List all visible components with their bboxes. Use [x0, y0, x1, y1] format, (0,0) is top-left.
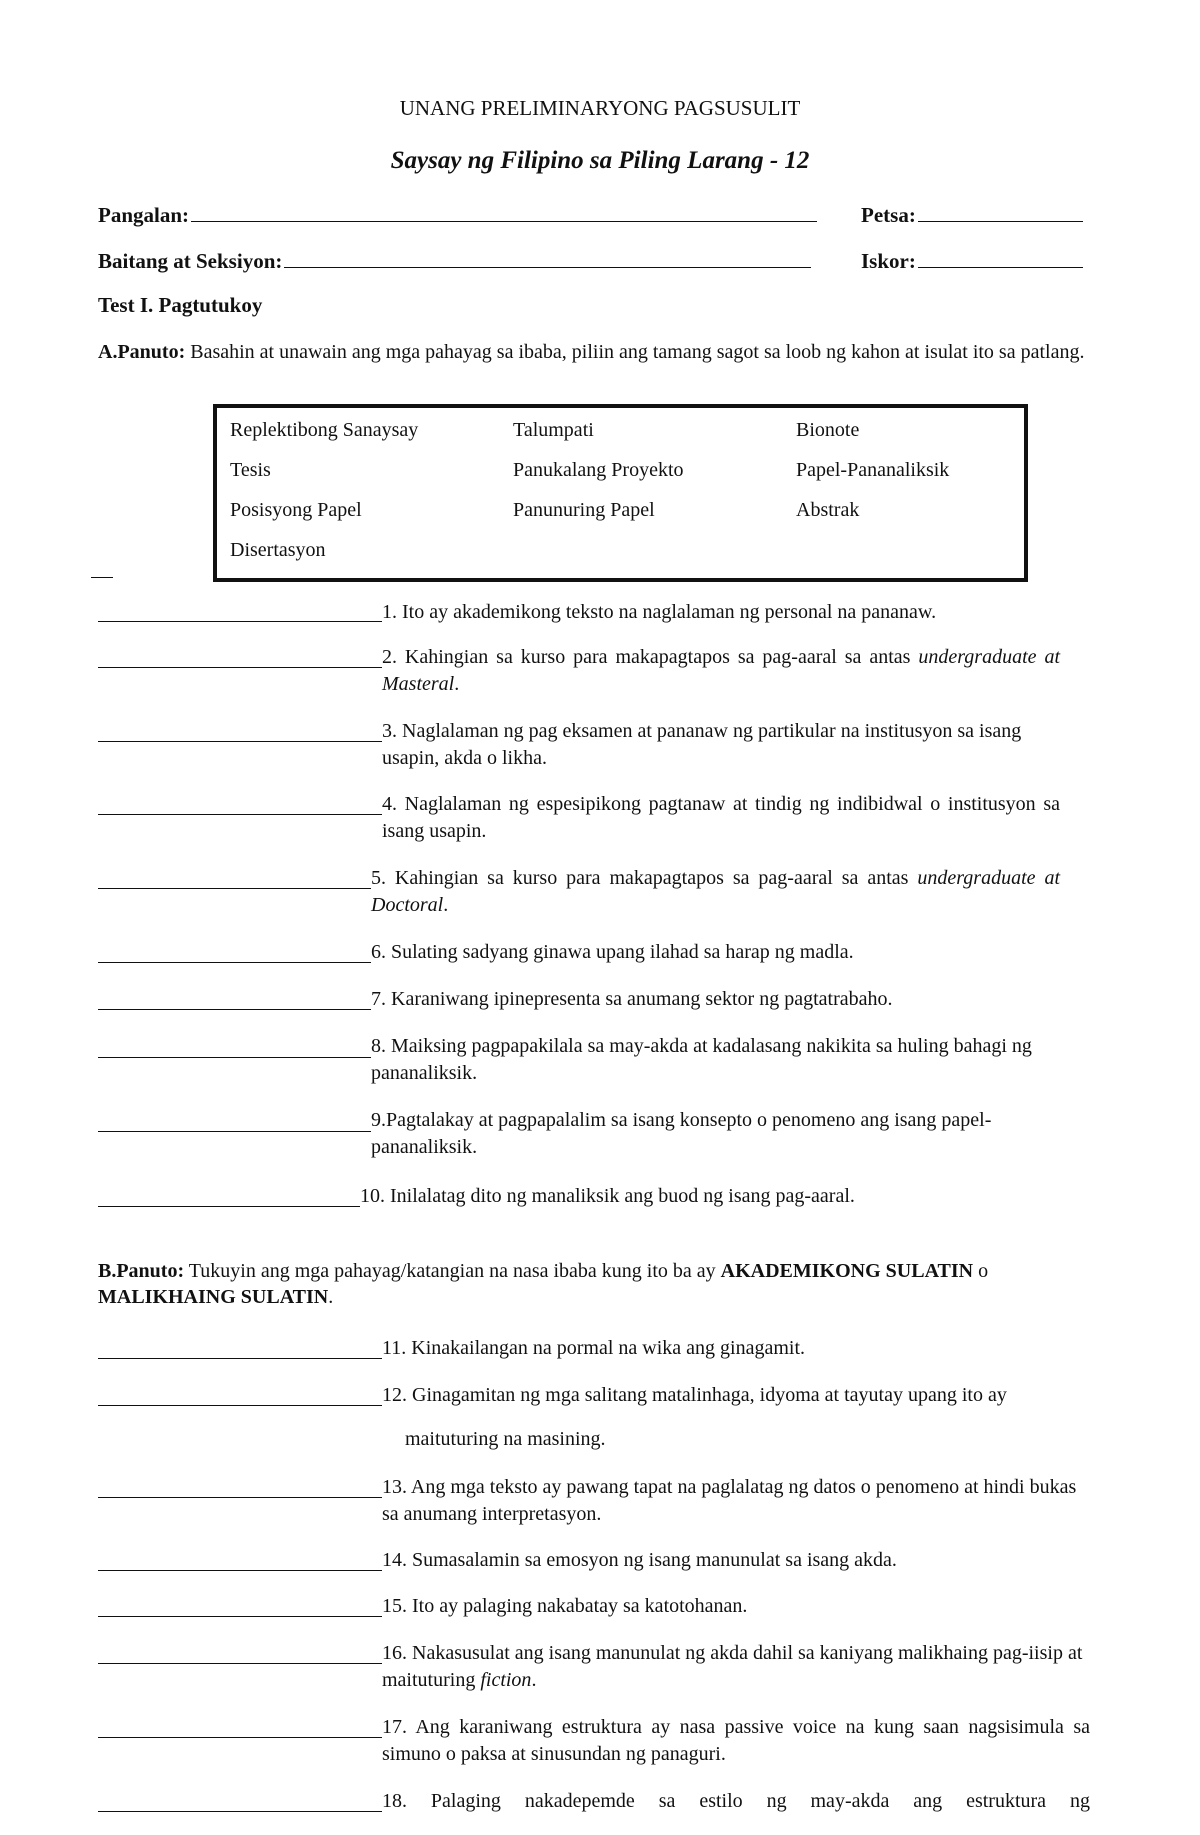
answer-blank[interactable]	[98, 1057, 371, 1058]
answer-blank[interactable]	[98, 1009, 371, 1010]
question-text: Kahingian sa kurso para makapagtapos sa pag-aaral sa antas	[397, 646, 919, 668]
choices-box	[213, 404, 1028, 582]
question-text: Naglalaman ng pag eksamen at pananaw ng partikular na institusyon sa isang usapin, akda o likha.	[382, 720, 1022, 769]
question-text: Ito ay palaging nakabatay sa katotohanan.	[407, 1595, 748, 1617]
question-4	[382, 791, 1060, 845]
question-italic: undergraduate at Masteral	[382, 646, 1060, 695]
question-text: Ang karaniwang estruktura ay nasa passive voice na kung saan nagsisimula sa simuno o paksa at sinusundan ng panaguri.	[382, 1716, 1090, 1765]
question-text: Nakasusulat ang isang manunulat ng akda dahil sa kaniyang malikhaing pag-iisip at maituturing	[382, 1642, 1083, 1691]
question-punct: .	[443, 894, 449, 916]
instruction-b-mid: o	[973, 1260, 989, 1282]
instruction-b-label: B.Panuto:	[98, 1260, 185, 1282]
question-italic: undergraduate at Doctoral	[371, 867, 1060, 916]
question-number: 3.	[382, 720, 397, 742]
answer-blank[interactable]	[98, 1811, 382, 1812]
choice-item: Panunuring Papel	[513, 499, 655, 521]
question-10	[360, 1183, 1060, 1210]
question-number: 7.	[371, 988, 386, 1010]
question-18	[382, 1788, 1090, 1815]
question-text: Kinakailangan na pormal na wika ang ginagamit.	[406, 1337, 806, 1359]
question-number: 10.	[360, 1185, 385, 1207]
section-blank[interactable]	[284, 249, 811, 268]
question-12-cont: maituturing na masining.	[405, 1428, 606, 1450]
question-1	[382, 599, 1062, 626]
question-11	[382, 1335, 1102, 1362]
score-blank[interactable]	[918, 249, 1083, 268]
answer-blank[interactable]	[98, 1737, 382, 1738]
choice-item: Posisyong Papel	[230, 499, 362, 521]
question-number: 14.	[382, 1549, 407, 1571]
exam-subtitle: Saysay ng Filipino sa Piling Larang - 12	[390, 147, 810, 174]
score-field	[861, 249, 1083, 272]
instruction-a	[98, 339, 1093, 365]
question-5	[371, 865, 1060, 919]
question-text: Pagtalakay at pagpapalalim sa isang konsepto o penomeno ang isang papel-pananaliksik.	[371, 1109, 992, 1158]
instruction-a-label: A.Panuto:	[98, 341, 186, 363]
question-text: Sulating sadyang ginawa upang ilahad sa harap ng madla.	[386, 941, 854, 963]
answer-blank[interactable]	[98, 1131, 371, 1132]
question-text: Naglalaman ng espesipikong pagtanaw at tindig ng indibidwal o institusyon sa isang usapin.	[382, 793, 1060, 842]
choice-item: Tesis	[230, 459, 271, 481]
option-malikhain: MALIKHAING SULATIN	[98, 1286, 329, 1308]
question-number: 1.	[382, 601, 397, 623]
question-number: 17.	[382, 1716, 407, 1738]
instruction-b-text: Tukuyin ang mga pahayag/katangian na nasa ibaba kung ito ba ay	[184, 1260, 721, 1282]
question-9	[371, 1107, 1063, 1161]
answer-blank[interactable]	[98, 1405, 382, 1406]
question-text: Ginagamitan ng mga salitang matalinhaga, idyoma at tayutay upang ito ay	[407, 1384, 1007, 1406]
answer-blank[interactable]	[98, 1616, 382, 1617]
choice-item: Abstrak	[796, 499, 860, 521]
question-number: 9.	[371, 1109, 386, 1131]
question-text: Ang mga teksto ay pawang tapat na paglalatag ng datos o penomeno at hindi bukas sa anumang interpretasyon.	[382, 1476, 1077, 1525]
question-number: 13.	[382, 1476, 407, 1498]
answer-blank[interactable]	[98, 1570, 382, 1571]
answer-blank[interactable]	[98, 621, 382, 622]
answer-blank[interactable]	[98, 667, 382, 668]
choice-item: Replektibong Sanaysay	[230, 419, 419, 441]
date-field	[861, 203, 1083, 226]
exam-title: UNANG PRELIMINARYONG PAGSUSULIT	[399, 96, 801, 120]
answer-blank[interactable]	[98, 1497, 382, 1498]
question-number: 11.	[382, 1337, 407, 1359]
question-17	[382, 1714, 1090, 1768]
instruction-b-end: .	[328, 1286, 334, 1308]
question-2	[382, 644, 1060, 698]
answer-blank[interactable]	[98, 1206, 360, 1207]
section-field	[98, 249, 811, 272]
question-number: 18.	[382, 1790, 407, 1812]
question-number: 8.	[371, 1035, 386, 1057]
question-text: Sumasalamin sa emosyon ng isang manunulat sa isang akda.	[407, 1549, 897, 1571]
choice-item: Panukalang Proyekto	[513, 459, 684, 481]
score-label: Iskor:	[861, 249, 916, 273]
question-number: 12.	[382, 1384, 407, 1406]
question-text: Ito ay akademikong teksto na naglalaman ng personal na pananaw.	[397, 601, 937, 623]
question-13	[382, 1474, 1090, 1528]
question-number: 16.	[382, 1642, 407, 1664]
choice-item: Disertasyon	[230, 539, 326, 561]
question-number: 2.	[382, 646, 397, 668]
question-7	[371, 986, 1061, 1013]
question-text: Karaniwang ipinepresenta sa anumang sektor ng pagtatrabaho.	[386, 988, 893, 1010]
question-text: Kahingian sa kurso para makapagtapos sa pag-aaral sa antas	[386, 867, 918, 889]
question-14	[382, 1547, 1090, 1574]
question-12	[382, 1382, 1122, 1409]
question-15	[382, 1593, 1090, 1620]
section-label: Baitang at Seksiyon:	[98, 249, 283, 273]
question-punct: .	[454, 673, 460, 695]
name-label: Pangalan:	[98, 203, 190, 227]
question-16	[382, 1640, 1090, 1694]
question-number: 4.	[382, 793, 397, 815]
stray-line	[91, 577, 113, 578]
date-label: Petsa:	[861, 203, 916, 227]
question-text: Palaging nakadepemde sa estilo ng may-akda ang estruktura ng	[407, 1790, 1090, 1812]
choice-item: Papel-Pananaliksik	[796, 459, 950, 481]
instruction-b	[98, 1258, 1078, 1310]
answer-blank[interactable]	[98, 814, 382, 815]
choice-item: Talumpati	[513, 419, 594, 441]
question-italic: fiction	[480, 1669, 532, 1691]
question-6	[371, 939, 1061, 966]
instruction-a-text: Basahin at unawain ang mga pahayag sa ibaba, piliin ang tamang sagot sa loob ng kahon at isulat ito sa patlang.	[185, 341, 1085, 363]
question-number: 6.	[371, 941, 386, 963]
option-akademiko: AKADEMIKONG SULATIN	[720, 1260, 974, 1282]
date-blank[interactable]	[918, 203, 1083, 222]
question-3	[382, 718, 1062, 772]
test1-heading: Test I. Pagtutukoy	[98, 293, 263, 317]
name-field	[98, 203, 817, 226]
question-text: Inilalatag dito ng manaliksik ang buod ng isang pag-aaral.	[385, 1185, 855, 1207]
question-text: Maiksing pagpapakilala sa may-akda at kadalasang nakikita sa huling bahagi ng pananaliksik.	[371, 1035, 1032, 1084]
choice-item: Bionote	[796, 419, 860, 441]
answer-blank[interactable]	[98, 888, 371, 889]
answer-blank[interactable]	[98, 1358, 382, 1359]
question-number: 5.	[371, 867, 386, 889]
answer-blank[interactable]	[98, 962, 371, 963]
question-punct: .	[531, 1669, 537, 1691]
question-number: 15.	[382, 1595, 407, 1617]
answer-blank[interactable]	[98, 741, 382, 742]
answer-blank[interactable]	[98, 1663, 382, 1664]
question-8	[371, 1033, 1063, 1087]
name-blank[interactable]	[191, 203, 817, 222]
